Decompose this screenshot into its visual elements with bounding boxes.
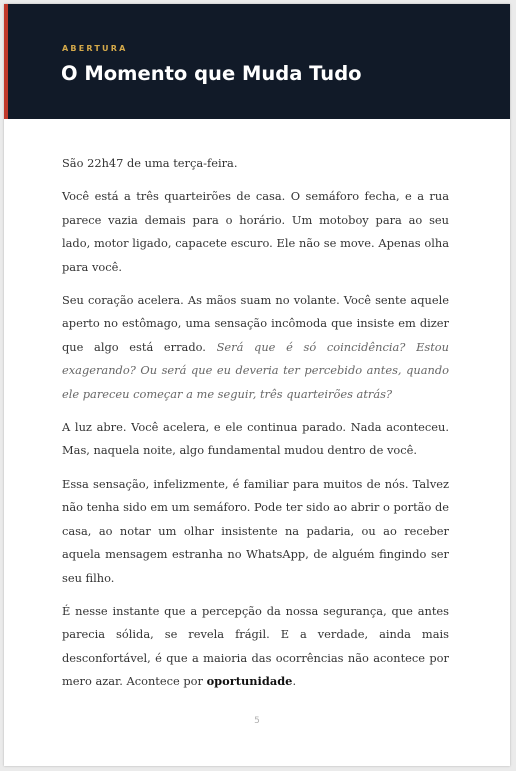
header-accent-bar — [4, 4, 8, 119]
paragraph-6-bold: oportunidade — [206, 674, 293, 689]
document-page — [4, 4, 510, 766]
paragraph-6-text: É nesse instante que a percepção da nossa segurança, que antes parecia sólida, se revela frágil. E a verdade, ainda mais desconfortável, é que a maioria das ocorrências não acontece por mero azar. Acontece por — [62, 603, 449, 689]
page-number: 5 — [254, 716, 260, 726]
paragraph-3-text: Seu coração acelera. As mãos suam no volante. Você sente aquele aperto no estômago, uma sensação incômoda que insiste em dizer que algo está errado. — [62, 293, 449, 354]
paragraph-1: São 22h47 de uma terça-feira. — [62, 156, 238, 170]
paragraph-6-end: . — [292, 674, 297, 689]
paragraph-5: Essa sensação, infelizmente, é familiar para muitos de nós. Talvez não tenha sido em um semáforo. Pode ter sido ao abrir o portão de casa, ao notar um olhar insistente na padaria, ou ao receber aquela mensagem estranha no WhatsApp, de alguém fingindo ser seu filho. — [62, 476, 449, 585]
paragraph-6 — [62, 600, 449, 694]
chapter-kicker: ABERTURA — [62, 44, 128, 53]
paragraph-3 — [62, 289, 449, 406]
chapter-title: O Momento que Muda Tudo — [61, 62, 362, 85]
paragraph-3-italic: Será que é só coincidência? Estou exagerando? Ou será que eu deveria ter percebido antes, quando ele pareceu começar a me seguir, três quarteirões atrás? — [62, 339, 450, 401]
paragraph-2: Você está a três quarteirões de casa. O semáforo fecha, e a rua parece vazia demais para o horário. Um motoboy para ao seu lado, motor ligado, capacete escuro. Ele não se move. Apenas olha para você. — [62, 189, 449, 274]
paragraph-4: A luz abre. Você acelera, e ele continua parado. Nada aconteceu. Mas, naquela noite, algo fundamental mudou dentro de você. — [62, 420, 449, 458]
chapter-header — [4, 4, 510, 119]
chapter-body — [62, 152, 449, 704]
